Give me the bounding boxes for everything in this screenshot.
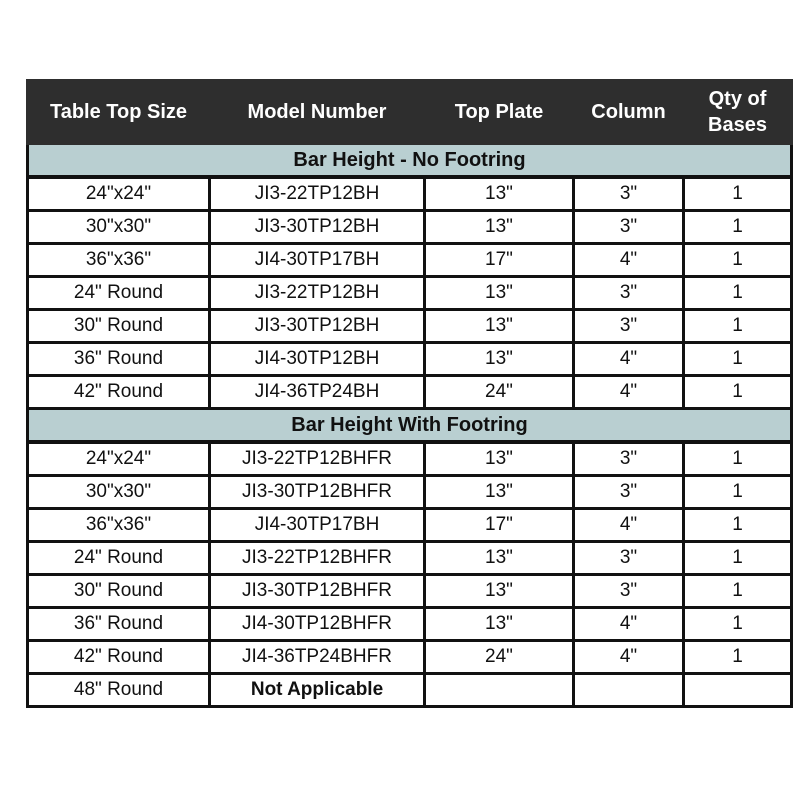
header-model-number: Model Number xyxy=(210,81,425,144)
cell-column: 3" xyxy=(574,575,684,608)
table-row xyxy=(28,442,792,476)
cell-table-top-size: 30"x30" xyxy=(28,476,210,509)
cell-table-top-size: 42" Round xyxy=(28,376,210,409)
cell-model-number: JI4-30TP12BH xyxy=(210,343,425,376)
table-row xyxy=(28,310,792,343)
cell-model-number: JI3-30TP12BH xyxy=(210,310,425,343)
cell-top-plate: 13" xyxy=(425,575,574,608)
cell-column: 4" xyxy=(574,641,684,674)
cell-table-top-size: 24" Round xyxy=(28,277,210,310)
cell-top-plate: 17" xyxy=(425,244,574,277)
cell-column: 3" xyxy=(574,476,684,509)
cell-qty-of-bases: 1 xyxy=(684,310,792,343)
table-row xyxy=(28,641,792,674)
cell-qty-of-bases: 1 xyxy=(684,509,792,542)
cell-table-top-size: 36"x36" xyxy=(28,244,210,277)
cell-table-top-size: 30" Round xyxy=(28,575,210,608)
cell-top-plate xyxy=(425,674,574,707)
cell-qty-of-bases: 1 xyxy=(684,376,792,409)
cell-model-number: Not Applicable xyxy=(210,674,425,707)
cell-model-number: JI3-30TP12BHFR xyxy=(210,575,425,608)
cell-column: 3" xyxy=(574,310,684,343)
cell-qty-of-bases: 1 xyxy=(684,442,792,476)
cell-model-number: JI3-22TP12BH xyxy=(210,277,425,310)
cell-top-plate: 13" xyxy=(425,343,574,376)
table-row xyxy=(28,211,792,244)
cell-table-top-size: 30" Round xyxy=(28,310,210,343)
cell-qty-of-bases: 1 xyxy=(684,177,792,211)
cell-column: 4" xyxy=(574,343,684,376)
table-row xyxy=(28,674,792,707)
cell-qty-of-bases: 1 xyxy=(684,575,792,608)
cell-qty-of-bases: 1 xyxy=(684,641,792,674)
table-row xyxy=(28,542,792,575)
cell-model-number: JI3-22TP12BH xyxy=(210,177,425,211)
cell-column: 3" xyxy=(574,277,684,310)
table-row xyxy=(28,476,792,509)
cell-qty-of-bases: 1 xyxy=(684,343,792,376)
cell-model-number: JI3-30TP12BHFR xyxy=(210,476,425,509)
cell-table-top-size: 36" Round xyxy=(28,608,210,641)
cell-model-number: JI4-30TP17BH xyxy=(210,244,425,277)
cell-column xyxy=(574,674,684,707)
table-body xyxy=(28,144,792,707)
cell-table-top-size: 24" Round xyxy=(28,542,210,575)
cell-top-plate: 17" xyxy=(425,509,574,542)
cell-table-top-size: 42" Round xyxy=(28,641,210,674)
header-top-plate: Top Plate xyxy=(425,81,574,144)
cell-table-top-size: 48" Round xyxy=(28,674,210,707)
cell-top-plate: 13" xyxy=(425,177,574,211)
section-title: Bar Height - No Footring xyxy=(28,144,792,178)
cell-table-top-size: 36" Round xyxy=(28,343,210,376)
cell-top-plate: 13" xyxy=(425,608,574,641)
table-row xyxy=(28,509,792,542)
cell-qty-of-bases: 1 xyxy=(684,211,792,244)
cell-model-number: JI4-36TP24BHFR xyxy=(210,641,425,674)
cell-column: 3" xyxy=(574,177,684,211)
cell-qty-of-bases: 1 xyxy=(684,542,792,575)
cell-qty-of-bases: 1 xyxy=(684,476,792,509)
cell-column: 4" xyxy=(574,608,684,641)
cell-column: 3" xyxy=(574,442,684,476)
cell-top-plate: 13" xyxy=(425,211,574,244)
cell-qty-of-bases: 1 xyxy=(684,608,792,641)
cell-top-plate: 13" xyxy=(425,542,574,575)
table-row xyxy=(28,177,792,211)
cell-model-number: JI4-36TP24BH xyxy=(210,376,425,409)
cell-qty-of-bases: 1 xyxy=(684,277,792,310)
cell-model-number: JI3-30TP12BH xyxy=(210,211,425,244)
section-title: Bar Height With Footring xyxy=(28,409,792,443)
header-table-top-size: Table Top Size xyxy=(28,81,210,144)
cell-top-plate: 24" xyxy=(425,641,574,674)
cell-table-top-size: 24"x24" xyxy=(28,442,210,476)
cell-qty-of-bases xyxy=(684,674,792,707)
cell-top-plate: 13" xyxy=(425,476,574,509)
section-header-row xyxy=(28,409,792,443)
table-row xyxy=(28,343,792,376)
cell-table-top-size: 24"x24" xyxy=(28,177,210,211)
cell-top-plate: 13" xyxy=(425,310,574,343)
header-column: Column xyxy=(574,81,684,144)
table-row xyxy=(28,376,792,409)
table-row xyxy=(28,244,792,277)
cell-top-plate: 13" xyxy=(425,442,574,476)
cell-column: 4" xyxy=(574,244,684,277)
table-row xyxy=(28,277,792,310)
cell-column: 3" xyxy=(574,211,684,244)
section-header-row xyxy=(28,144,792,178)
cell-model-number: JI4-30TP12BHFR xyxy=(210,608,425,641)
cell-model-number: JI3-22TP12BHFR xyxy=(210,442,425,476)
cell-top-plate: 13" xyxy=(425,277,574,310)
cell-top-plate: 24" xyxy=(425,376,574,409)
cell-column: 3" xyxy=(574,542,684,575)
cell-model-number: JI3-22TP12BHFR xyxy=(210,542,425,575)
header-row xyxy=(28,81,792,144)
cell-table-top-size: 30"x30" xyxy=(28,211,210,244)
cell-table-top-size: 36"x36" xyxy=(28,509,210,542)
spec-table xyxy=(26,79,793,708)
cell-column: 4" xyxy=(574,376,684,409)
table-row xyxy=(28,608,792,641)
table-row xyxy=(28,575,792,608)
cell-model-number: JI4-30TP17BH xyxy=(210,509,425,542)
cell-qty-of-bases: 1 xyxy=(684,244,792,277)
header-qty-of-bases: Qty of Bases xyxy=(684,81,792,144)
cell-column: 4" xyxy=(574,509,684,542)
